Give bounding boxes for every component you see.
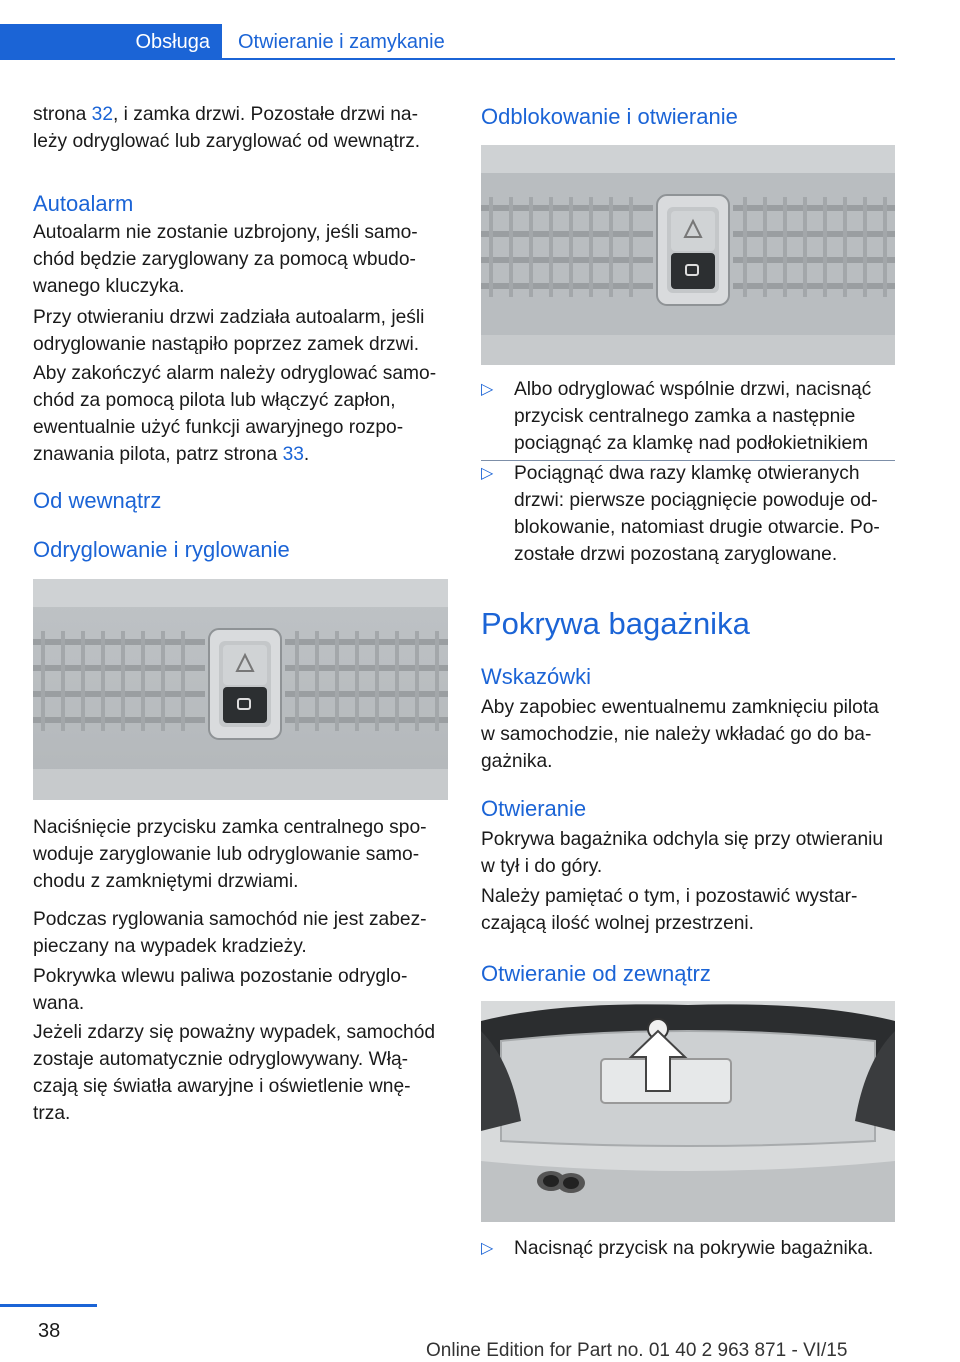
page-number: 38 [38,1320,61,1342]
autoalarm-paragraph-2: Przy otwieraniu drzwi zadziała autoalarm, jeśli odryglowanie nastąpiło poprzez zamek drzwi. [33,307,425,355]
heading-trunk-lid: Pokrywa bagażnika [481,606,750,641]
trunk-lid-rear-image [481,1001,895,1222]
bullet-triangle-icon: ▷ [481,381,494,398]
central-lock-button-image [33,579,448,800]
central-lock-button-image-2 [481,145,895,365]
heading-notes: Wskazówki [481,664,592,689]
section-tab[interactable]: Obsługa [0,24,222,60]
bullet-triangle-icon: ▷ [481,465,494,482]
notes-paragraph: Aby zapobiec ewentualnemu zamknięciu pilota w samochodzie, nie należy wkładać go do ba- gażnika. [481,697,879,772]
opening-paragraph-1: Pokrywa bagażnika odchyla się przy otwieraniu w tył i do góry. [481,829,884,877]
list-item-unlock-common: ▷ Albo odryglować wspólnie drzwi, nacisnąć przycisk centralnego zamka a następnie pociągnąć za klamkę nad podłokietnikiem [481,376,895,458]
list-item-pull-twice: ▷ Pociągnąć dwa razy klamkę otwieranych drzwi: pierwsze pociągnięcie powoduje od- blokowanie, natomiast drugie otwarcie. Po- zostałe drzwi pozostaną zaryglowane. [481,460,895,568]
edition-footer: Online Edition for Part no. 01 40 2 963 871 - VI/15 [426,1340,848,1361]
intro-paragraph: strona 32, i zamka drzwi. Pozostałe drzwi na- leży odryglować lub zaryglować od wewnątrz. [33,104,421,152]
list-item-press-trunk-button: ▷ Nacisnąć przycisk na pokrywie bagażnika. [481,1235,895,1262]
central-lock-paragraph: Naciśnięcie przycisku zamka centralnego spo- woduje zaryglowanie lub odryglowanie samo- chodu z zamkniętymi drzwiami. [33,817,427,892]
autoalarm-paragraph-3: Aby zakończyć alarm należy odryglować samo- chód za pomocą pilota lub włączyć zapłon, ewentualnie użyć funkcji awaryjnego rozpo- znawania pilota, patrz strona 33. [33,363,437,465]
heading-unlock-lock: Odryglowanie i ryglowanie [33,537,290,562]
opening-paragraph-2: Należy pamiętać o tym, i pozostawić wystar- czającą ilość wolnej przestrzeni. [481,886,858,934]
heading-opening: Otwieranie [481,796,587,821]
header-rule [0,58,895,60]
bullet-triangle-icon: ▷ [481,1240,494,1257]
chapter-tab[interactable]: Otwieranie i zamykanie [238,31,445,53]
accident-paragraph: Jeżeli zdarzy się poważny wypadek, samochód zostaje automatycznie odryglowywany. Włą- czają się światła awaryjne i oświetlenie wnę- trza. [33,1022,436,1124]
page-link-33[interactable]: 33 [282,444,304,465]
autoalarm-paragraph-1: Autoalarm nie zostanie uzbrojony, jeśli samo- chód będzie zaryglowany za pomocą wbudo- wanego kluczyka. [33,222,418,297]
page-header [0,24,895,60]
heading-autoalarm: Autoalarm [33,191,134,216]
page-link-32[interactable]: 32 [91,104,114,125]
heading-inside: Od wewnątrz [33,488,162,513]
theft-paragraph: Podczas ryglowania samochód nie jest zabez- pieczany na wypadek kradzieży. [33,909,427,957]
fuel-flap-paragraph: Pokrywka wlewu paliwa pozostanie odryglo- wana. [33,966,408,1014]
heading-unlock-open: Odblokowanie i otwieranie [481,104,738,129]
heading-open-outside: Otwieranie od zewnątrz [481,961,711,986]
footer-rule [0,1304,97,1307]
